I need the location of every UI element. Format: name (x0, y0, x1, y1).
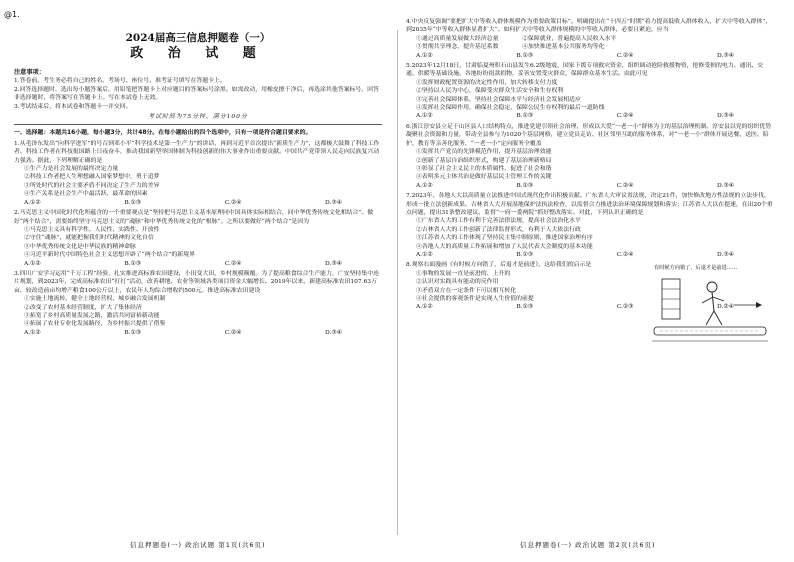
question-stem: 7.2023年，各地人大以高质量立法推进中国式现代化作出积极贡献。广东省人大审议省法规，决定21件，加快修改地方性法规的立法步伐，形成一批立法创新成果。吉林省人大开展湿地保护法执法检查，以监督合力推进法治环境保障规划和落实；江苏省人大以在提速，在出20个重点问题，提出31条整改建议，监督“一府一委两院”抓好整改落实。对此，下列认识正确的是 (406, 193, 773, 216)
choice: A.①② (24, 260, 41, 267)
question-stem: 8.观察右面漫画《有时候方向错了，后退才是前进》，这给我们的启示是 (406, 262, 592, 269)
person-body (712, 292, 714, 311)
choice: C.②④ (224, 329, 242, 336)
choice: B.①③ (124, 329, 142, 336)
answer-choices (14, 329, 382, 337)
section-heading: 一、选择题：本题共16小题，每小题3分，共计48分。在每小题给出的四个选项中，只有一项是符合题目要求的。 (14, 130, 312, 137)
question-stem: 2.马克思主义中国化时代化所蕴含的一个重要观点是“坚持把马克思主义基本原理同中国具体实际相结合，同中华优秀传统文化相结合”。做好“两个结合”，需要始终坚守马克思主义的“魂脉”和中华优秀传统文化的“根脉”。之所以要做好“两个结合”是因为 (14, 210, 374, 225)
choice: B.①③ (516, 304, 534, 311)
choice: D.③④ (717, 182, 734, 189)
choice: A.①② (24, 329, 41, 336)
question-option: ②改变了农村基本经营制度，扩大了集体经济 (24, 304, 142, 311)
exam-title: 2024届高三信息押题卷（一） (125, 32, 271, 44)
question-option: ②科技工作者把人生理想融入国家梦想中，勇于追梦 (24, 174, 160, 181)
question-option: ①生产力是社会发展的最终决定力量 (24, 166, 119, 173)
question-option: ③矛盾双方在一定条件下可以相互转化 (416, 287, 517, 294)
question (406, 123, 774, 190)
question-option: ②坚持以人民为中心，保障受灾群众生活安全和生存权利 (416, 88, 564, 95)
choice: B.①③ (516, 113, 534, 120)
answer-choices (14, 199, 382, 207)
left-page (14, 28, 382, 337)
question-stem: 4.中央反复强调“要把扩大中等收入群体规模作为重要政策目标”。明确提出在“十四五”时期“着力提高低收入群体收入，扩大中等收入群体”，到2035年“中等收入群体显著扩大”。如何扩大中等收入群体规模的中等收入群体，必要且紧迫，应当 (406, 19, 772, 34)
right-page (406, 16, 774, 312)
question-option: ④各地人大的高质量工作拓展和增加了人民代表大会制度的基本功能 (416, 243, 593, 250)
question-option: ④发挥社会保障作用，确保社会稳定，保障公民生存权利的最后一道防线 (416, 105, 605, 112)
question-stem: 5.2023年12月18日，甘肃临夏州积石山县发生6.2级地震，国家下拨专项救灾资金，组织调动抢险救援物资，抢修受损的电力、通讯、交通、供暖等基础设施。各地纷纷捐款捐物，妥善安置受灾群众，保障群众基本生活。由此可见 (406, 63, 764, 78)
question-option: ①事物的发展一直是前进的、上升的 (416, 270, 511, 277)
cartoon-caption: 有时候方向错了，后退才是前进…… (654, 265, 738, 272)
answer-choices (14, 260, 382, 268)
choice: B.①③ (516, 251, 534, 258)
choice: C.②④ (616, 251, 634, 258)
question-option: ③贯彻共享理念，提升基尼系数 ④加快推进基本公共服务均等化 (416, 44, 605, 51)
choice: C.②④ (616, 113, 634, 120)
question-option: ④习近平新时代中国特色社会主义思想开辟了“两个结合”的新境界 (24, 252, 195, 259)
question-option: ①发挥共产党员的先锋模范作用，提升基层治理效能 (416, 149, 552, 156)
notice-heading: 注意事项： (14, 69, 45, 76)
divider-rule (14, 124, 382, 125)
corner-mark: @1. (4, 10, 20, 19)
question-stem: 1.从毛泽东发出“向科学进军”的号召到邓小平“科学技术是第一生产力”的讲话，再到习近平首次提出“新质生产力”，这都极大鼓舞了科技工作者。科技工作者在科技报国路上日夜奋斗，推动我国新型举国体制为科技创新的伟大事业作出重要贡献。中国共产党带领人民走向民族复兴动力强劲。据此，下列理解正确的是 (14, 140, 380, 164)
question (14, 270, 382, 337)
question-option: ④生产关系是社会生产中最活跃、最革命的因素 (24, 191, 148, 198)
question-option: ④表明多元主体共治是做好基层民主管理工作的关键 (416, 174, 552, 181)
choice: D.③④ (717, 251, 734, 258)
question (14, 140, 382, 207)
choice: D.②④ (717, 304, 734, 311)
choice: D.③④ (717, 52, 734, 59)
choice: A.①② (416, 113, 433, 120)
footer-left: 信息押题卷(一) 政治试题 第1页(共6页) (130, 541, 266, 549)
question-option: ③拓宽了乡村高质量发展之路，激活共同富裕新动能 (24, 312, 160, 319)
question-option: ③彰显了社会主义民主的本质属性，促进了社会和谐 (416, 165, 552, 172)
page-divider (397, 30, 398, 535)
choice: A.①② (416, 251, 433, 258)
choice: B.①③ (124, 199, 142, 206)
question-option: ③中华优秀传统文化是中华民族的精神命脉 (24, 243, 136, 250)
answer-choices (406, 52, 774, 60)
choice: A.①② (416, 182, 433, 189)
answer-choices (406, 251, 774, 259)
choice: B.①③ (516, 52, 534, 59)
choice: D.③④ (717, 113, 734, 120)
question-option: ②认识对实践具有能动的反作用 (416, 279, 499, 286)
cartoon-illustration (650, 261, 770, 349)
choice: D.③④ (325, 329, 342, 336)
question (14, 209, 382, 268)
question (406, 18, 774, 60)
question-option: ①发挥财政配置资源的决定性作用，加大转移支付力度 (416, 79, 558, 86)
question (406, 62, 774, 121)
choice: C.②③ (616, 304, 634, 311)
choice: C.②④ (616, 52, 634, 59)
choice: C.②④ (616, 182, 634, 189)
choice: D.③④ (325, 260, 342, 267)
choice: A.①② (24, 199, 41, 206)
exam-subject: 政 治 试 题 (130, 46, 266, 61)
question-option: ①马克思主义具有科学性、人民性、实践性、开放性 (24, 226, 160, 233)
exam-info: 考试时间为75分钟，满分100分 (148, 114, 248, 121)
notice-item: 3.考试结束后，将本试卷和答题卡一并交回。 (14, 103, 132, 110)
question-option: ④拓展了农业专业化发展路径，为乡村振兴提供了借鉴 (24, 321, 166, 328)
choice: A.①② (416, 52, 433, 59)
question-option: ④社会提供的客观条件是实现人生价值的前提 (416, 296, 534, 302)
answer-choices (406, 182, 774, 190)
footer-right: 信息押题卷(一) 政治试题 第2页(共6页) (520, 541, 656, 549)
question-stem: 6.浙江淳安县立足于山区县人口结构特点，推进党建引领社会治理，形成以大爱“一老一小”群体为主的基层治理机制。淳安县以党的组织优势凝聚社会资源和力量，带动全县参与为1020个基层网格，建立党员走访、社区邻里互助的服务体系，对“一老一小”群体开展送餐、送医、陪护、教育等亲善化服务，“一老一小”定向服务全覆盖 (406, 123, 772, 147)
choice: D.③④ (325, 199, 342, 206)
person-head (707, 282, 717, 292)
question-option: ③完善社会保障体系，坚持社会保障水平与经济社会发展相适应 (416, 96, 581, 103)
choice: C.②④ (224, 260, 242, 267)
question-option: ①通过高质量发展做大经济总量 ②保障就业，普遍提高人民收入水平 (416, 35, 617, 42)
choice: B.①③ (124, 260, 142, 267)
question-option: ①实施土地流转，健全土地经营权，城乡融合发展机制 (24, 296, 166, 303)
notice-item: 1.答卷前，考生务必将自己的姓名、考场号、座位号、准考证号填写在答题卡上。 (14, 78, 226, 85)
choice: A.①② (416, 304, 433, 311)
answer-choices (406, 112, 774, 120)
question (406, 192, 774, 259)
question-option: ③江苏省人大的工作体现了坚持民主集中制原则，推进国家治理有序 (416, 235, 593, 242)
choice: B.①③ (516, 182, 534, 189)
notice-item: 2.回答选择题时，选出每小题答案后，用铅笔把答题卡上对应题目的答案标号涂黑。如需改动，用橡皮擦干净后，再选涂其他答案标号。回答非选择题时，将答案写在答题卡上。写在本试卷上无效。 (14, 86, 379, 102)
choice: C.②④ (224, 199, 242, 206)
question-stem: 3.四川广安学习运用“千万工程”经验，扎实推进高标准农田建设，小田变大田，乡村规模颠覆。为了提高粮食综合生产能力，广安坚持集中连片规划，到2023年，完成高标准农田“打打”活动，改善耕地，农业等领域各类项目资金大幅增长。2019年以来，新建高标准农田107.63万亩，较改造前亩均增产粮食100公斤以上，农民年人均综合增收约500元。推进高标准农田建设 (14, 270, 380, 294)
question (406, 261, 774, 311)
question-option: ②守住“魂脉”，就能把握我们时代精神的文化自信 (24, 235, 154, 242)
question-option: ②吉林省人大的工作创新了法律监督形式，有利于人大依法行政 (416, 226, 581, 233)
question-option: ①广东省人大的工作有利于完善法律法规，提高社会法治化水平 (416, 218, 581, 225)
question-option: ③所处时代的社会主要矛盾不同决定了生产力的差异 (24, 182, 160, 189)
question-option: ②创新了基层自治组织形式，构建了基层治理新格局 (416, 157, 552, 164)
